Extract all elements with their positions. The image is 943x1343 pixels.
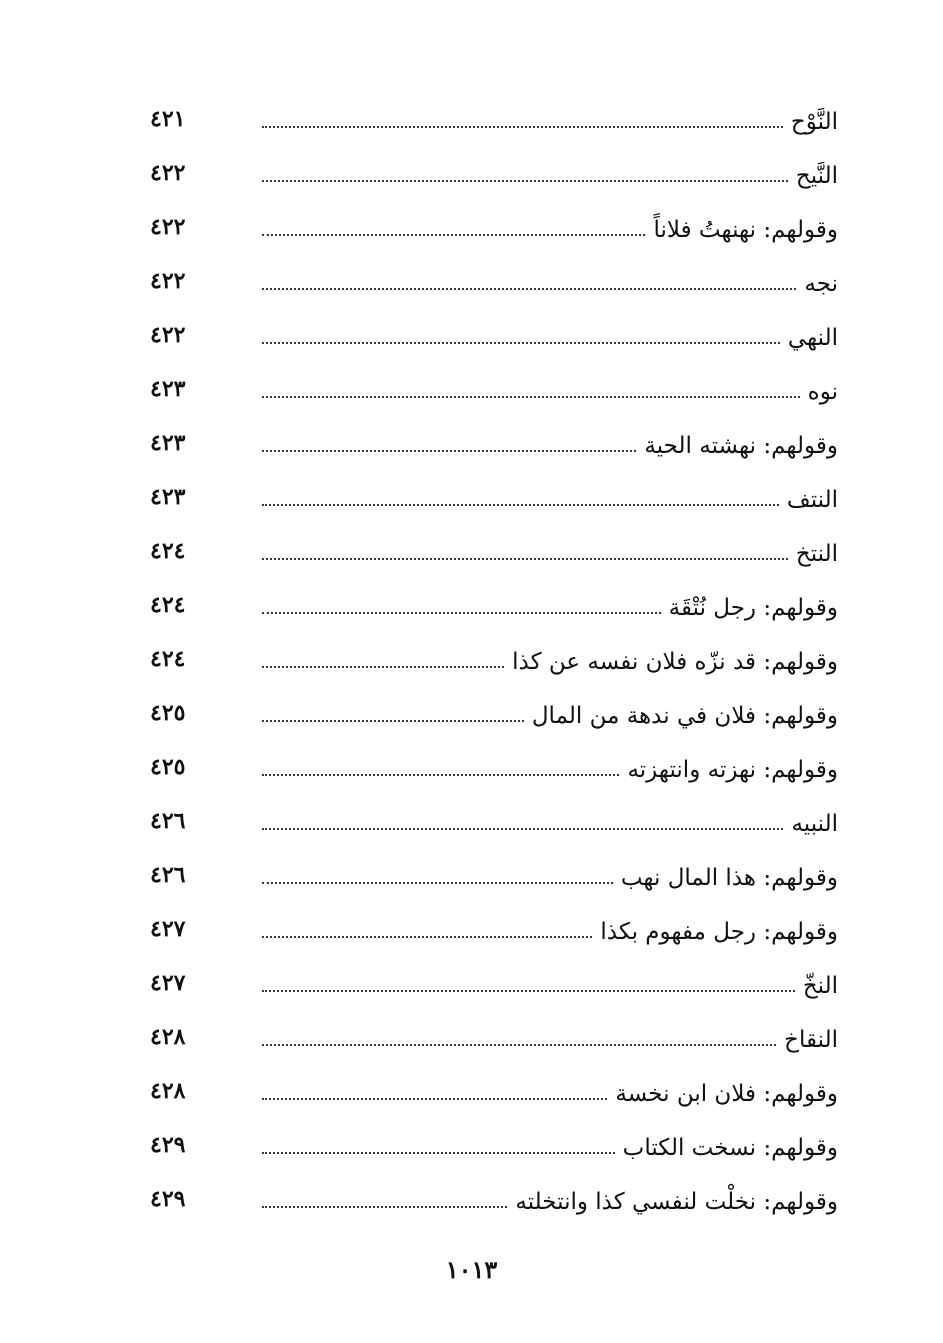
toc-entry-text: وقولهم: نسخت الكتاب (622, 1135, 838, 1161)
toc-entry-text: وقولهم: نهنهتُ فلاناً (653, 217, 838, 243)
dot-leader (262, 288, 796, 290)
toc-entry (796, 534, 838, 574)
toc-entry (653, 210, 838, 250)
toc-page-number: ٤٢٦ (150, 862, 186, 888)
dot-leader (262, 234, 645, 236)
toc-entry-text: النَّوْح (790, 109, 838, 135)
toc-page-number: ٤٢٢ (150, 214, 186, 240)
toc-entry (515, 1182, 838, 1222)
toc-page-number: ٤٢٥ (150, 700, 186, 726)
toc-entry-text: وقولهم: فلان في ندهة من المال (531, 703, 838, 729)
toc-entry (644, 426, 838, 466)
toc-page-number: ٤٢٩ (150, 1186, 186, 1212)
toc-entry-text: النبيه (791, 811, 838, 837)
toc-row (0, 254, 943, 308)
toc-entry-text: وقولهم: رجل نُتْقَة (668, 595, 838, 621)
toc-row (0, 956, 943, 1010)
toc-row (0, 92, 943, 146)
toc-entry (787, 480, 838, 520)
toc-entry (615, 1074, 838, 1114)
toc-entry (791, 804, 838, 844)
toc-page-number: ٤٢١ (150, 106, 186, 132)
toc-entry (808, 372, 838, 412)
toc-row (0, 632, 943, 686)
toc-page-number: ٤٢٢ (150, 322, 186, 348)
toc-row (0, 1172, 943, 1226)
toc-row (0, 686, 943, 740)
toc-entry-text: نوه (807, 379, 838, 405)
toc-entry-text: وقولهم: نهزته وانتهزته (627, 757, 838, 783)
toc-page-number: ٤٢٤ (150, 646, 186, 672)
toc-entry (669, 588, 838, 628)
toc-row (0, 1064, 943, 1118)
toc-page-number: ٤٢٨ (150, 1024, 186, 1050)
dot-leader (262, 504, 779, 506)
dot-leader (262, 990, 795, 992)
dot-leader (262, 882, 613, 884)
dot-leader (262, 936, 592, 938)
toc-row (0, 200, 943, 254)
toc-row (0, 794, 943, 848)
toc-entry (512, 642, 838, 682)
toc-page-number: ٤٢٩ (150, 1132, 186, 1158)
dot-leader (262, 720, 524, 722)
toc-page-number: ٤٢٥ (150, 754, 186, 780)
toc-entry-text: وقولهم: نهشته الحية (644, 433, 838, 459)
dot-leader (262, 1206, 507, 1208)
page-folio: ١٠١٣ (445, 1255, 498, 1284)
dot-leader (262, 1044, 776, 1046)
toc-entry-text: وقولهم: فلان ابن نخسة (615, 1081, 838, 1107)
toc-row (0, 740, 943, 794)
toc-row (0, 848, 943, 902)
toc-entry-text: وقولهم: هذا المال نهب (620, 865, 838, 891)
toc-row (0, 308, 943, 362)
toc-page-number: ٤٢٣ (150, 376, 186, 402)
toc-row (0, 1010, 943, 1064)
toc-entry (623, 1128, 838, 1168)
toc-page-number: ٤٢٧ (150, 970, 186, 996)
toc-entry (784, 1020, 838, 1060)
toc-row (0, 362, 943, 416)
toc-page-number: ٤٢٣ (150, 484, 186, 510)
toc-page-number: ٤٢٨ (150, 1078, 186, 1104)
toc-entry (600, 912, 838, 952)
toc-entry (791, 102, 838, 142)
toc-entry-text: النَّيح (795, 163, 838, 189)
toc-entry (788, 318, 838, 358)
toc-page-number: ٤٢٦ (150, 808, 186, 834)
dot-leader (262, 612, 661, 614)
dot-leader (262, 828, 783, 830)
dot-leader (262, 1098, 607, 1100)
toc-entry (796, 156, 838, 196)
toc-row (0, 1118, 943, 1172)
toc-entry-text: النهي (787, 325, 838, 351)
dot-leader (262, 558, 788, 560)
dot-leader (262, 450, 636, 452)
toc-entry-text: النتخ (795, 541, 838, 567)
dot-leader (262, 126, 783, 128)
toc-row (0, 902, 943, 956)
dot-leader (262, 180, 788, 182)
dot-leader (262, 774, 619, 776)
toc-entry (803, 966, 838, 1006)
toc-entry-text: وقولهم: قد نزّه فلان نفسه عن كذا (512, 649, 838, 675)
toc-page-number: ٤٢٢ (150, 160, 186, 186)
dot-leader (262, 342, 780, 344)
toc-page-number: ٤٢٤ (150, 592, 186, 618)
toc-page-number: ٤٢٣ (150, 430, 186, 456)
toc-entry (627, 750, 838, 790)
toc-row (0, 470, 943, 524)
dot-leader (262, 396, 800, 398)
table-of-contents (0, 92, 943, 1226)
toc-row (0, 524, 943, 578)
toc-row (0, 416, 943, 470)
toc-entry (621, 858, 838, 898)
toc-entry-text: وقولهم: رجل مفهوم بكذا (600, 919, 838, 945)
dot-leader (262, 666, 504, 668)
toc-entry-text: وقولهم: نخلْت لنفسي كذا وانتخلته (515, 1189, 838, 1215)
toc-entry (804, 264, 838, 304)
toc-page-number: ٤٢٧ (150, 916, 186, 942)
toc-entry-text: النخّ (802, 973, 838, 999)
toc-entry (532, 696, 838, 736)
toc-entry-text: النتف (786, 487, 838, 513)
toc-row (0, 146, 943, 200)
toc-page-number: ٤٢٢ (150, 268, 186, 294)
toc-page-number: ٤٢٤ (150, 538, 186, 564)
dot-leader (262, 1152, 615, 1154)
toc-entry-text: نجه (804, 271, 838, 297)
toc-entry-text: النقاخ (784, 1027, 838, 1053)
toc-row (0, 578, 943, 632)
